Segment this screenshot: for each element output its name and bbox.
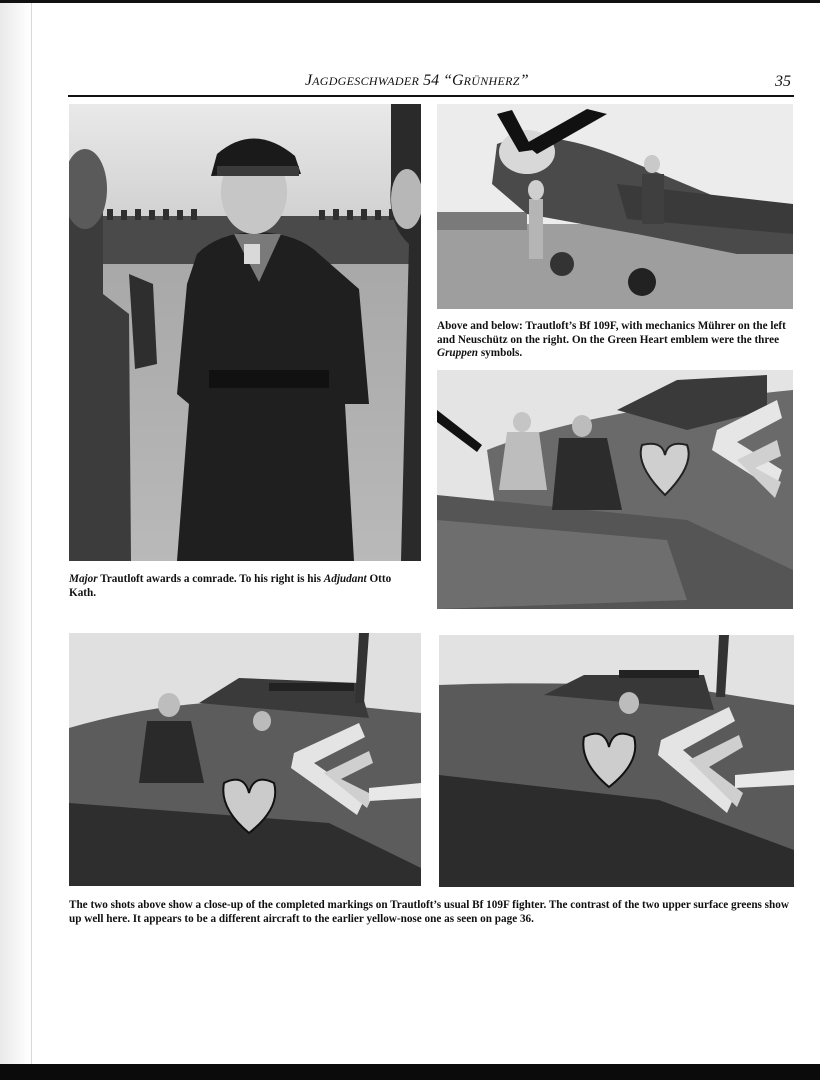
page-spine-edge bbox=[31, 3, 32, 1064]
photo-closeup-markings-right bbox=[439, 635, 794, 887]
photo-closeup-markings-left bbox=[69, 633, 421, 886]
running-head: JAGDGESCHWADER 54 “GRÜNHERZ” bbox=[305, 72, 529, 89]
caption-trautloft-award: Major Trautloft awards a comrade. To his right is his Adjudant Otto Kath. bbox=[69, 573, 392, 599]
photo-trautloft-award bbox=[69, 104, 421, 561]
page-spine-shadow bbox=[0, 3, 30, 1064]
bottom-border bbox=[0, 1064, 820, 1080]
top-border bbox=[0, 0, 820, 3]
photo-bf109f-mechanics bbox=[437, 104, 793, 309]
caption-above-and-below: Above and below: Trautloft’s Bf 109F, with mechanics Mührer on the left and Neuschütz on the right. On the Green Heart emblem were the three Gruppen symbols. bbox=[437, 320, 786, 359]
caption-two-shots: The two shots above show a close-up of the completed markings on Trautloft’s usual Bf 109F fighter. The contrast of the two upper surface greens show up well here. It appears to be a different aircraft to the earlier yellow-nose one as seen on page 36. bbox=[69, 899, 789, 925]
header-rule bbox=[68, 95, 794, 97]
photo-green-heart-emblem bbox=[437, 370, 793, 609]
page-number: 35 bbox=[775, 73, 791, 90]
